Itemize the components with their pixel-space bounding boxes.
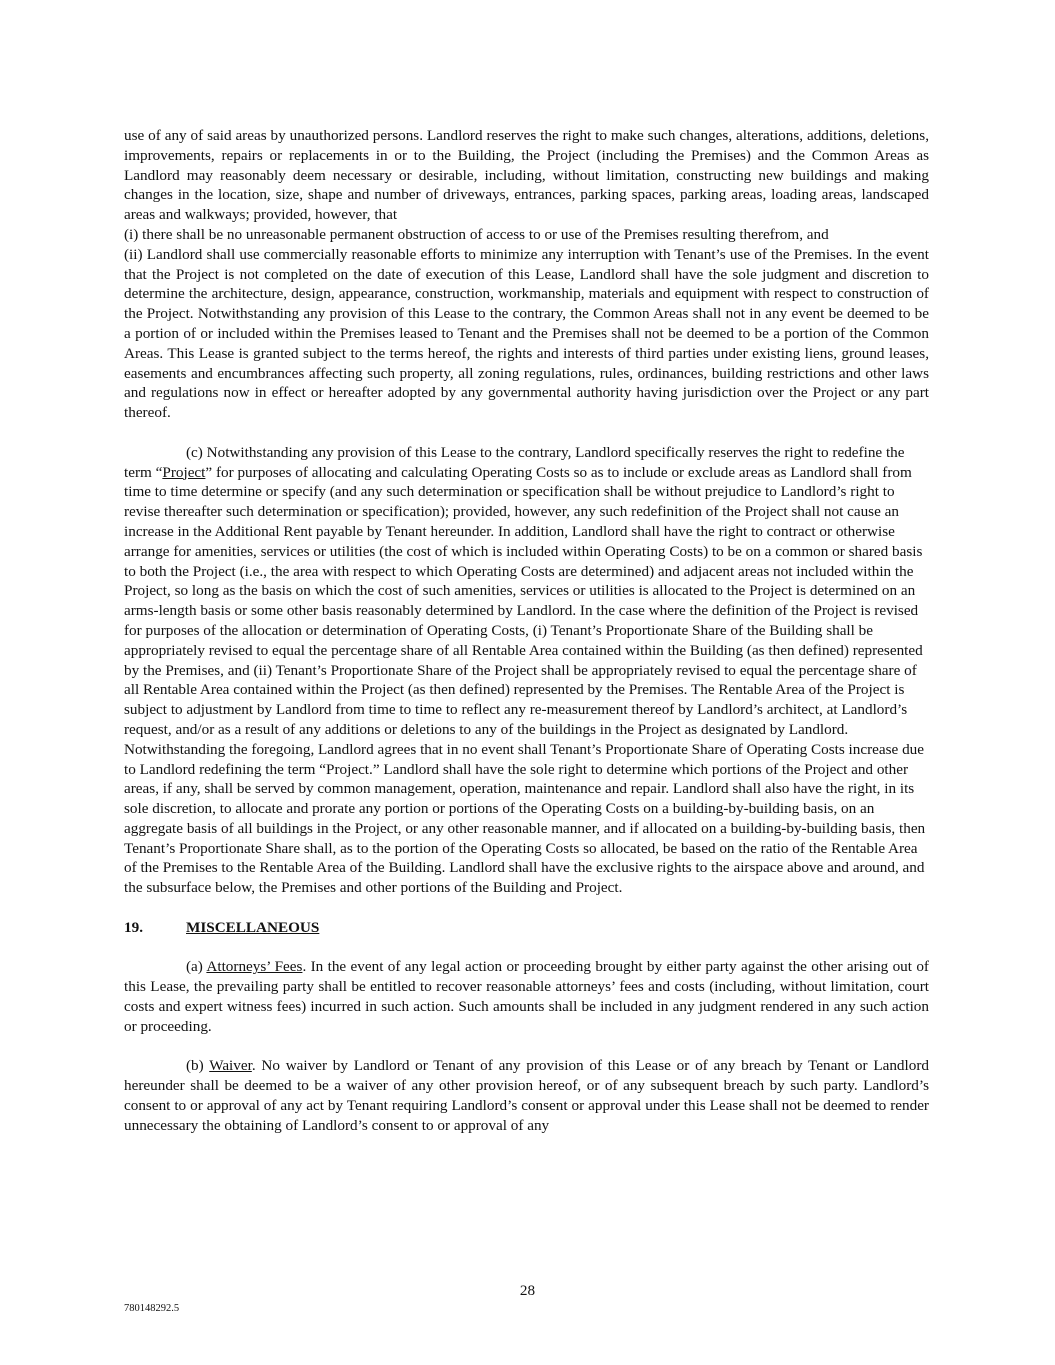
document-id: 780148292.5 <box>124 1303 180 1314</box>
spacer <box>124 898 929 918</box>
defined-term-project: Project <box>162 463 206 481</box>
paragraph-common-areas-part2: (ii) Landlord shall use commercially reasonable efforts to minimize any interruption with Tenant’s use of the Premises. In the event that the Project is not completed on the date of execution of this Lease, Landlord shall have the sole judgment and discretion to determine the architecture, design, appearance, construction, workmanship, materials and equipment with respect to construction of the Project. Notwithstanding any provision of this Lease to the contrary, the Common Areas shall not in any event be deemed to be a portion of or included within the Premises leased to Tenant and the Premises shall not be deemed to be a portion of the Common Areas. This Lease is granted subject to the terms hereof, the rights and interests of third parties under existing liens, ground leases, easements and encumbrances affecting such property, all zoning regulations, rules, ordinances, building restrictions and other laws and regulations now in effect or hereafter adopted by any governmental authority having jurisdiction over the Project or any part thereof. <box>124 245 929 422</box>
paragraph-b-title: Waiver <box>209 1057 252 1075</box>
paragraph-a-title: Attorneys’ Fees <box>206 958 303 976</box>
page-number: 28 <box>519 1282 536 1299</box>
page-body <box>124 126 929 1136</box>
paragraph-b-body: . No waiver by Landlord or Tenant of any provision of this Lease or of any breach by Tenant or Landlord hereunder shall be deemed to be a waiver of any other provision hereof, or of any subsequent breach by such party. Landlord’s consent to or approval of any act by Tenant requiring Landlord’s consent or approval under this Lease shall not be deemed to render unnecessary the obtaining of Landlord’s consent to or approval of any <box>124 1057 929 1134</box>
spacer <box>124 1037 929 1057</box>
paragraph-a-attorneys-fees <box>124 957 929 1036</box>
section-heading <box>124 918 929 938</box>
paragraph-b-label: (b) <box>186 1057 210 1075</box>
paragraph-c-body: ” for purposes of allocating and calculating Operating Costs so as to include or exclude areas as Landlord shall from time to time determine or specify (and any such determination or specification shall be without prejudice to Landlord’s right to revise thereafter such determination or specification); provided, however, any such redefinition of the Project shall not cause an increase in the Additional Rent payable by Tenant hereunder. In addition, Landlord shall have the right to contract or otherwise arrange for amenities, services or utilities (the cost of which is included within Operating Costs) to be on a common or shared basis to both the Project (i.e., the area with respect to which Operating Costs are determined) and adjacent areas not included within the Project, so long as the basis on which the cost of such amenities, services or utilities is allocated to the Project is determined on an arms-length basis or some other basis reasonably determined by Landlord. In the case where the definition of the Project is revised for purposes of the allocation or determination of Operating Costs, (i) Tenant’s Proportionate Share of the Building shall be appropriately revised to equal the percentage share of all Rentable Area contained within the Building (as then defined) represented by the Premises, and (ii) Tenant’s Proportionate Share of the Project shall be appropriately revised to equal the percentage share of all Rentable Area contained within the Project (as then defined) represented by the Premises. The Rentable Area of the Project is subject to adjustment by Landlord from time to time to reflect any re-measurement thereof by Landlord’s architect, at Landlord’s request, and/or as a result of any additions or deletions to any of the buildings in the Project as designated by Landlord. Notwithstanding the foregoing, Landlord agrees that in no event shall Tenant’s Proportionate Share of Operating Costs increase due to Landlord redefining the term “Project.” Landlord shall have the sole right to determine which portions of the Project and other areas, if any, shall be served by common management, operation, maintenance and repair. Landlord shall also have the right, in its sole discretion, to allocate and prorate any portion or portions of the Operating Costs on a building-by-building basis, on an aggregate basis of all buildings in the Project, or any other reasonable manner, and if allocated on a building-by-building basis, then Tenant’s Proportionate Share shall, as to the portion of the Operating Costs so allocated, be based on the ratio of the Rentable Area of the Premises to the Rentable Area of the Building. Landlord shall have the exclusive rights to the airspace above and around, and the subsurface below, the Premises and other portions of the Building and Project. <box>124 463 926 897</box>
spacer <box>124 938 929 958</box>
section-number: 19. <box>124 918 143 936</box>
paragraph-common-areas-part1: use of any of said areas by unauthorized persons. Landlord reserves the right to make such changes, alterations, additions, deletions, improvements, repairs or replacements in or to the Building, the Project (including the Premises) and the Common Areas as Landlord may reasonably deem necessary or desirable, including, without limitation, constructing new buildings and making changes in the location, size, shape and number of driveways, entrances, parking spaces, parking areas, loading areas, landscaped areas and walkways; provided, however, that <box>124 127 929 224</box>
paragraph-a-label: (a) <box>186 958 207 976</box>
paragraph-a-body: . In the event of any legal action or proceeding brought by either party against the other arising out of this Lease, the prevailing party shall be entitled to recover reasonable attorneys’ fees and costs (including, without limitation, court costs and expert witness fees) incurred in such action. Such amounts shall be included in any judgment rendered in any such action or proceeding. <box>124 958 929 1035</box>
paragraph-common-areas-line-i: (i) there shall be no unreasonable permanent obstruction of access to or use of the Premises resulting therefrom, and <box>124 225 829 243</box>
paragraph-c-project-definition <box>124 443 929 898</box>
paragraph-b-waiver <box>124 1056 929 1135</box>
spacer <box>124 423 929 443</box>
paragraph-c-intro: (c) Notwithstanding any provision of this Lease to the contrary, Landlord specifically reserves the right to redefine the term “ <box>124 443 905 481</box>
section-title: MISCELLANEOUS <box>186 918 320 936</box>
